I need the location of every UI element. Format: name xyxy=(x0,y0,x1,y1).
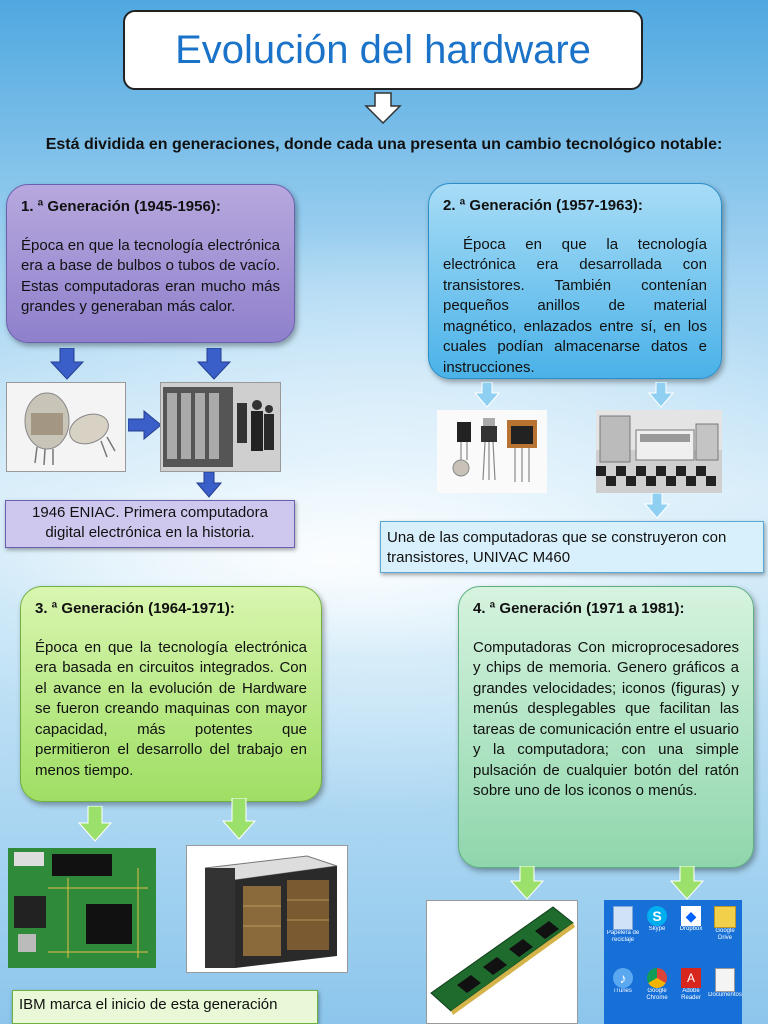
transistors-image xyxy=(437,410,547,493)
down-arrow-icon xyxy=(222,798,256,840)
skype-icon: S xyxy=(647,906,667,926)
univac-caption: Una de las computadoras que se construyeron con transistores, UNIVAC M460 xyxy=(380,521,764,573)
generation-3-box xyxy=(20,586,322,802)
desktop-icon-label: Dropbox xyxy=(679,926,703,932)
circuit-board-image xyxy=(8,848,156,968)
intro-text: Está dividida en generaciones, donde cada una presenta un cambio tecnológico notable: xyxy=(45,136,723,153)
adobe-reader-icon: A xyxy=(681,968,701,988)
down-arrow-icon xyxy=(474,382,500,408)
desktop-icon-label: Adobe Reader xyxy=(681,988,701,1001)
ibm-machine-image xyxy=(186,845,348,973)
generation-2-box xyxy=(428,183,722,379)
generation-heading: 4. ª Generación (1971 a 1981): xyxy=(473,600,685,617)
generation-text: Época en que la tecnología electrónica era desarrollada con transistores. También contenían pequeños anillos de material magnético, enlazados entre sí, en los cuales podían almacenarse datos e instrucciones. xyxy=(443,235,707,376)
recycle-bin-icon xyxy=(613,906,633,930)
desktop-icon-label: Skype xyxy=(648,926,666,932)
generation-4-box xyxy=(458,586,754,868)
ram-module-image xyxy=(426,900,578,1024)
right-arrow-icon xyxy=(128,410,162,440)
down-arrow-icon xyxy=(78,806,112,842)
eniac-image xyxy=(160,382,281,472)
documents-icon xyxy=(715,968,735,992)
generation-heading: 3. ª Generación (1964-1971): xyxy=(35,600,235,617)
eniac-caption: 1946 ENIAC. Primera computadora digital electrónica en la historia. xyxy=(5,500,295,548)
down-arrow-icon xyxy=(197,348,231,380)
page-title: Evolución del hardware xyxy=(175,27,591,72)
desktop-icon-label: Google Chrome xyxy=(646,988,668,1001)
desktop-icon-label: Papelera de reciclaje xyxy=(606,930,640,943)
down-arrow-icon xyxy=(510,866,544,900)
dropbox-icon: ◆ xyxy=(681,906,701,926)
down-arrow-icon xyxy=(648,382,674,408)
generation-text: Computadoras Con microprocesadores y chips de memoria. Genero gráficos a grandes velocidades; iconos (figuras) y menús desplegables que facilitan las tareas de comunicación entre el usuario y la computadora; con una simple pulsación de cualquier botón del ratón sobre uno de los iconos o menús. xyxy=(473,638,739,799)
down-arrow-icon xyxy=(644,493,670,519)
google-drive-icon xyxy=(714,906,736,928)
generation-heading: 2. ª Generación (1957-1963): xyxy=(443,197,643,214)
desktop-icon-label: iTunes xyxy=(614,988,632,994)
down-arrow-icon xyxy=(196,472,222,498)
itunes-icon: ♪ xyxy=(613,968,633,988)
desktop-icon-label: Documentos xyxy=(708,992,742,998)
generation-text: Época en que la tecnología electrónica era a base de bulbos o tubos de vacío. Estas computadoras eran mucho más grandes y generaban más calor. xyxy=(21,236,280,315)
chrome-icon xyxy=(647,968,667,988)
generation-text: Época en que la tecnología electrónica era basada en circuitos integrados. Con el avance en la evolución de Hardware se fueron creando maquinas con mayor capacidad, más potentes que permitieron el desarrollo del trabajo en menos tiempo. xyxy=(35,638,307,779)
desktop-icons-image xyxy=(604,900,742,1024)
down-arrow-icon xyxy=(50,348,84,380)
univac-image xyxy=(596,410,722,493)
generation-heading: 1. ª Generación (1945-1956): xyxy=(21,198,221,215)
down-arrow-icon xyxy=(670,866,704,900)
vacuum-tubes-image xyxy=(6,382,126,472)
down-arrow-icon xyxy=(364,92,402,124)
ibm-caption: IBM marca el inicio de esta generación xyxy=(12,990,318,1024)
title-box xyxy=(123,10,643,90)
desktop-icon-label: Google Drive xyxy=(715,928,735,941)
generation-1-box xyxy=(6,184,295,343)
